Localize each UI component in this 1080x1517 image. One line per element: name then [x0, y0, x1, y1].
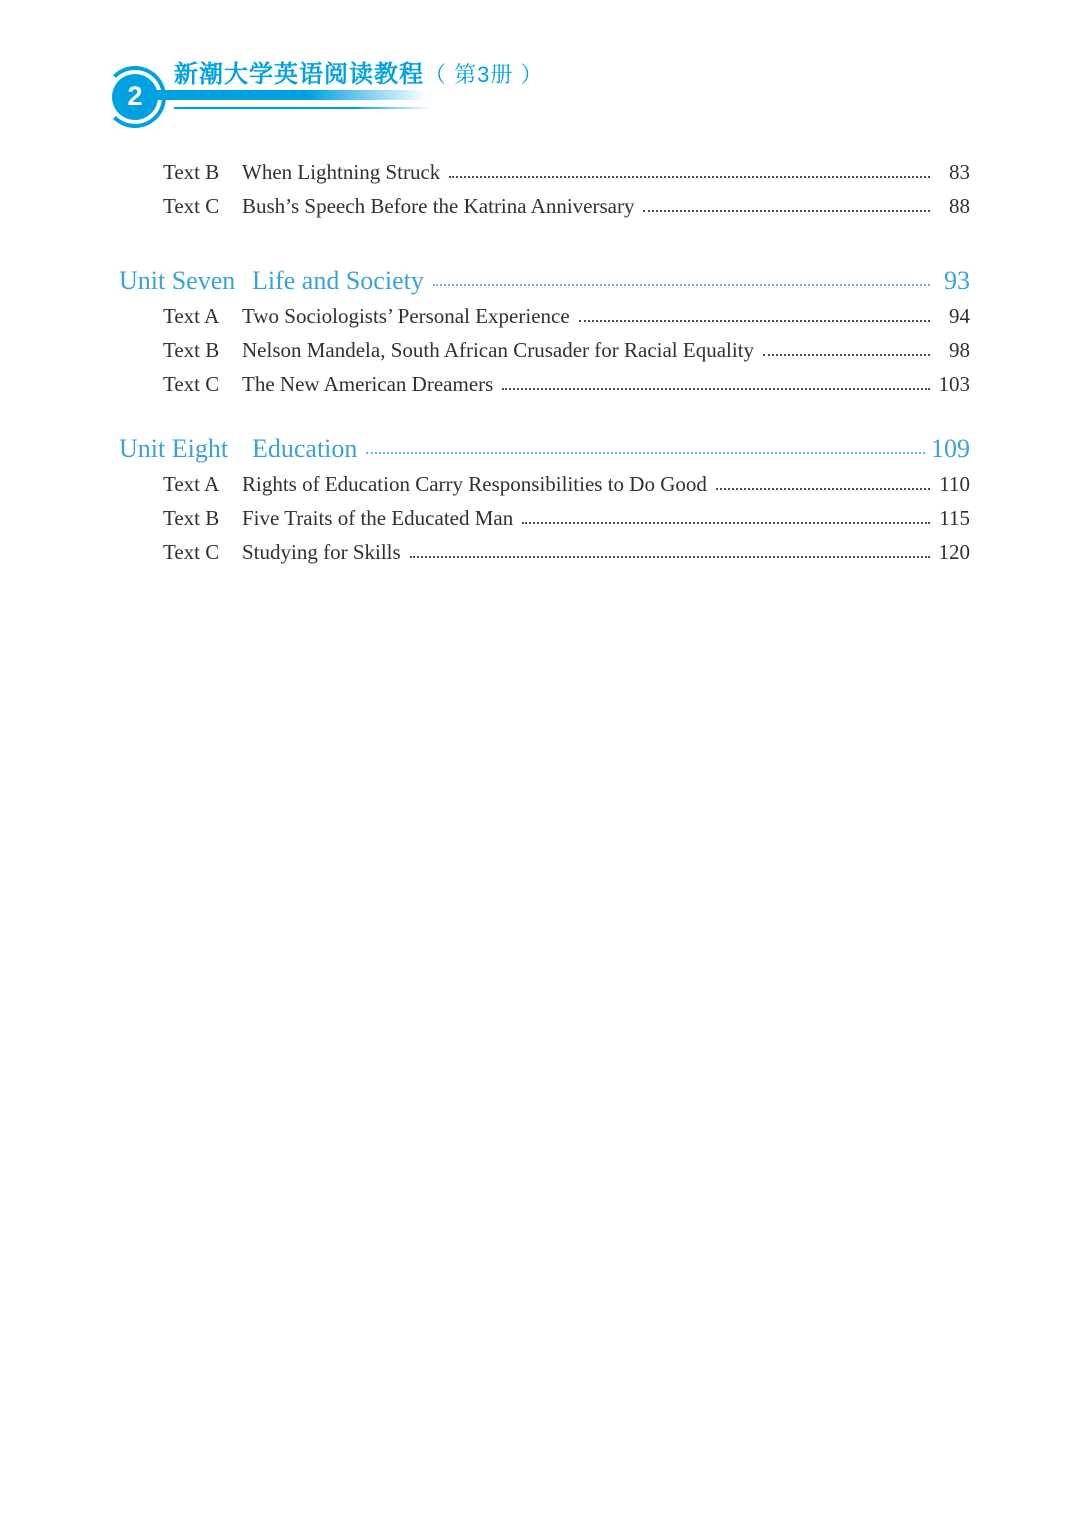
entry-title: Two Sociologists’ Personal Experience	[242, 304, 570, 328]
book-title-volume: （ 第3册 ）	[424, 62, 544, 87]
entry-label: Text A	[163, 304, 220, 328]
toc-entry	[119, 501, 970, 535]
entry-title: The New American Dreamers	[242, 372, 494, 396]
dot-leader	[643, 210, 930, 212]
unit-label: Unit Eight	[119, 434, 229, 463]
entry-title: Bush’s Speech Before the Katrina Anniversary	[242, 194, 635, 218]
entry-page-number: 98	[949, 338, 970, 362]
dot-leader	[502, 388, 930, 390]
entry-title: Nelson Mandela, South African Crusader for Racial Equality	[242, 338, 755, 362]
dot-leader	[716, 488, 930, 490]
page-number: 2	[127, 80, 143, 111]
entry-label: Text A	[163, 472, 220, 496]
entry-title: Studying for Skills	[242, 540, 401, 564]
dot-leader	[433, 284, 930, 286]
book-title	[174, 61, 543, 89]
table-of-contents	[119, 155, 970, 569]
entry-label: Text C	[163, 540, 220, 564]
unit-title: Life and Society	[252, 266, 424, 295]
dot-leader	[579, 320, 930, 322]
dot-leader	[410, 556, 930, 558]
dot-leader	[449, 176, 930, 178]
dot-leader	[522, 522, 930, 524]
entry-title: Five Traits of the Educated Man	[242, 506, 514, 530]
unit-page-number: 109	[931, 434, 970, 463]
toc-entry	[119, 333, 970, 367]
entry-page-number: 103	[938, 372, 970, 396]
toc-entry	[119, 367, 970, 401]
unit-page-number: 93	[944, 266, 970, 295]
entry-label: Text C	[163, 372, 220, 396]
entry-page-number: 110	[939, 472, 970, 496]
entry-label: Text B	[163, 338, 220, 362]
toc-entry	[119, 467, 970, 501]
entry-page-number: 115	[939, 506, 970, 530]
unit-heading	[119, 262, 970, 299]
dot-leader	[763, 354, 930, 356]
unit-label: Unit Seven	[119, 266, 236, 295]
entry-page-number: 83	[949, 160, 970, 184]
toc-entry	[119, 189, 970, 223]
header-bar	[152, 90, 436, 100]
entry-page-number: 88	[949, 194, 970, 218]
toc-entry	[119, 299, 970, 333]
entry-title: When Lightning Struck	[242, 160, 441, 184]
entry-label: Text B	[163, 506, 220, 530]
entry-label: Text B	[163, 160, 220, 184]
toc-entry	[119, 155, 970, 189]
entry-page-number: 94	[949, 304, 970, 328]
unit-heading	[119, 430, 970, 467]
unit-title: Education	[252, 434, 358, 463]
entry-title: Rights of Education Carry Responsibilities to Do Good	[242, 472, 707, 496]
unit-section-eight	[119, 430, 970, 569]
book-title-main: 新潮大学英语阅读教程	[174, 61, 424, 88]
unit-section-seven	[119, 262, 970, 401]
dot-leader	[366, 452, 925, 454]
toc-entry	[119, 535, 970, 569]
entry-page-number: 120	[938, 540, 970, 564]
entry-label: Text C	[163, 194, 220, 218]
title-underline	[174, 107, 432, 109]
